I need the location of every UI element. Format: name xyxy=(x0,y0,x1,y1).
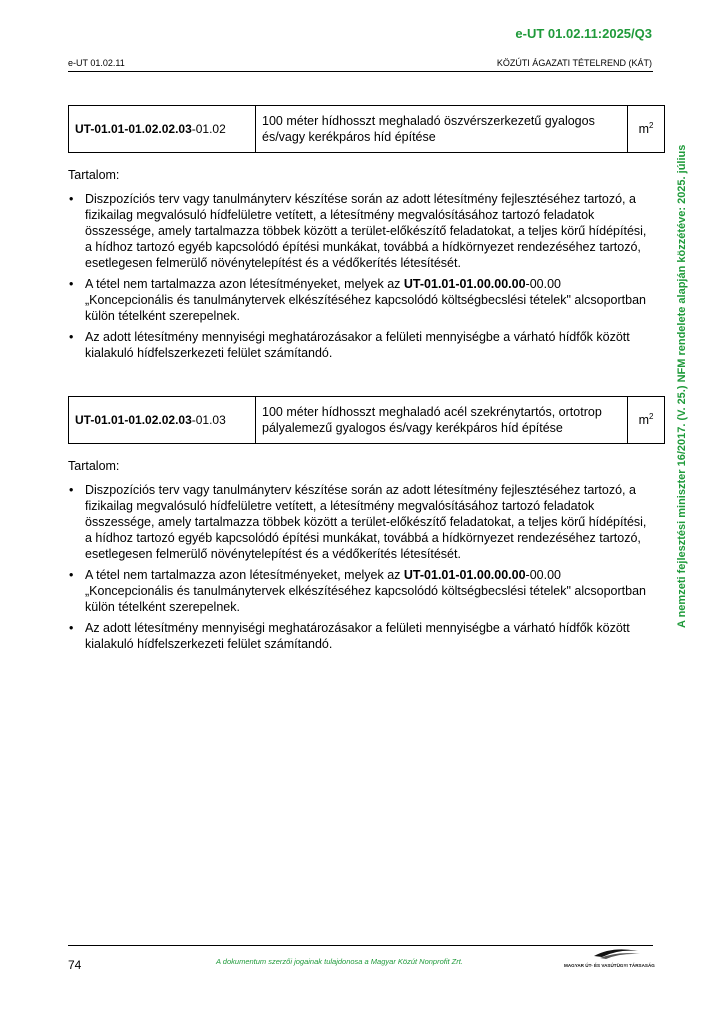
section-label: Tartalom: xyxy=(68,459,120,473)
logo-swoosh-icon xyxy=(594,949,638,957)
document-code: e-UT 01.02.11:2025/Q3 xyxy=(515,26,652,41)
bullet-code: UT-01.01-01.00.00.00 xyxy=(403,277,526,291)
unit-exponent: 2 xyxy=(648,121,654,131)
unit-exponent: 2 xyxy=(648,412,654,422)
page-number: 74 xyxy=(68,958,82,972)
section-label: Tartalom: xyxy=(68,168,120,182)
list-item xyxy=(68,567,648,615)
bullet-text: A tétel nem tartalmazza azon létesítményeket, melyek az xyxy=(85,277,404,291)
unit-base: m xyxy=(638,122,649,137)
item-description: 100 méter hídhosszt meghaladó öszvérszerkezetű gyalogos és/vagy kerékpáros híd építése xyxy=(256,106,628,153)
header-right-title: KÖZÚTI ÁGAZATI TÉTELREND (KÁT) xyxy=(496,58,652,68)
society-logo xyxy=(560,947,656,971)
bullet-text: A tétel nem tartalmazza azon létesítményeket, melyek az xyxy=(85,568,404,582)
item-code-suffix: -01.02 xyxy=(191,122,226,136)
bullet-code: UT-01.01-01.00.00.00 xyxy=(403,568,526,582)
item-code xyxy=(69,397,256,444)
item-code xyxy=(69,106,256,153)
item-table-2 xyxy=(68,396,665,444)
item-unit xyxy=(628,397,665,444)
content-list-1 xyxy=(68,191,648,366)
list-item: • Diszpozíciós terv vagy tanulmányterv készítése során az adott létesítmény fejlesztéséhez tartozó, a fizikailag megvalósuló hídfelületre vetített, a létesítmény megvalósításához tartozó feladatok összessége, amely tartalmazza többek között a terület-előkészítő feladatokat, a teljes körű hídépítési, a hídhoz tartozó egyéb kapcsolódó építési munkákat, továbbá a hídkörnyezet rendezéséhez tartozó, esetlegesen felmerülő növénytelepítést és a védőkerítés létesítését. xyxy=(68,482,648,562)
bullet-text: -00.00 „Koncepcionális és tanulmánytervek elkészítéséhez kapcsolódó költségbecslési tételek" alcsoportban külön tételként szerepelnek. xyxy=(85,277,646,323)
item-code-bold: UT-01.01-01.02.02.03 xyxy=(75,413,192,427)
logo-text: MAGYAR ÚT- ÉS VASÚTÜGYI TÁRSASÁG xyxy=(564,963,655,968)
footer-divider xyxy=(68,945,653,946)
unit-base: m xyxy=(638,413,649,428)
item-table-1 xyxy=(68,105,665,153)
list-item: • Diszpozíciós terv vagy tanulmányterv készítése során az adott létesítmény fejlesztéséhez tartozó, a fizikailag megvalósuló hídfelületre vetített, a létesítmény megvalósításához tartozó feladatok összessége, amely tartalmazza többek között a terület-előkészítő feladatokat, a teljes körű hídépítési, a hídhoz tartozó egyéb kapcsolódó építési munkákat, továbbá a hídkörnyezet rendezéséhez tartozó, esetlegesen felmerülő növénytelepítést és a védőkerítés létesítését. xyxy=(68,191,648,271)
publication-note-vertical: A nemzeti fejlesztési miniszter 16/2017. (V. 25.) NFM rendelete alapján közzétéve: 2025. július xyxy=(676,144,688,628)
bullet-text: -00.00 „Koncepcionális és tanulmánytervek elkészítéséhez kapcsolódó költségbecslési tételek" alcsoportban külön tételként szerepelnek. xyxy=(85,568,646,614)
item-description: 100 méter hídhosszt meghaladó acél szekrénytartós, ortotrop pályalemezű gyalogos és/vagy kerékpáros híd építése xyxy=(256,397,628,444)
copyright-note: A dokumentum szerzői jogainak tulajdonosa a Magyar Közút Nonprofit Zrt. xyxy=(216,957,463,966)
header-divider xyxy=(68,71,653,72)
list-item: • Az adott létesítmény mennyiségi meghatározásakor a felületi mennyiségbe a várható hídfők között kialakuló hídfelszerkezeti felület számítandó. xyxy=(68,329,648,361)
header-left-code: e-UT 01.02.11 xyxy=(68,58,125,68)
item-code-suffix: -01.03 xyxy=(191,413,226,427)
content-list-2 xyxy=(68,482,648,657)
item-code-bold: UT-01.01-01.02.02.03 xyxy=(75,122,192,136)
list-item: • Az adott létesítmény mennyiségi meghatározásakor a felületi mennyiségbe a várható hídfők között kialakuló hídfelszerkezeti felület számítandó. xyxy=(68,620,648,652)
list-item xyxy=(68,276,648,324)
item-unit xyxy=(628,106,665,153)
